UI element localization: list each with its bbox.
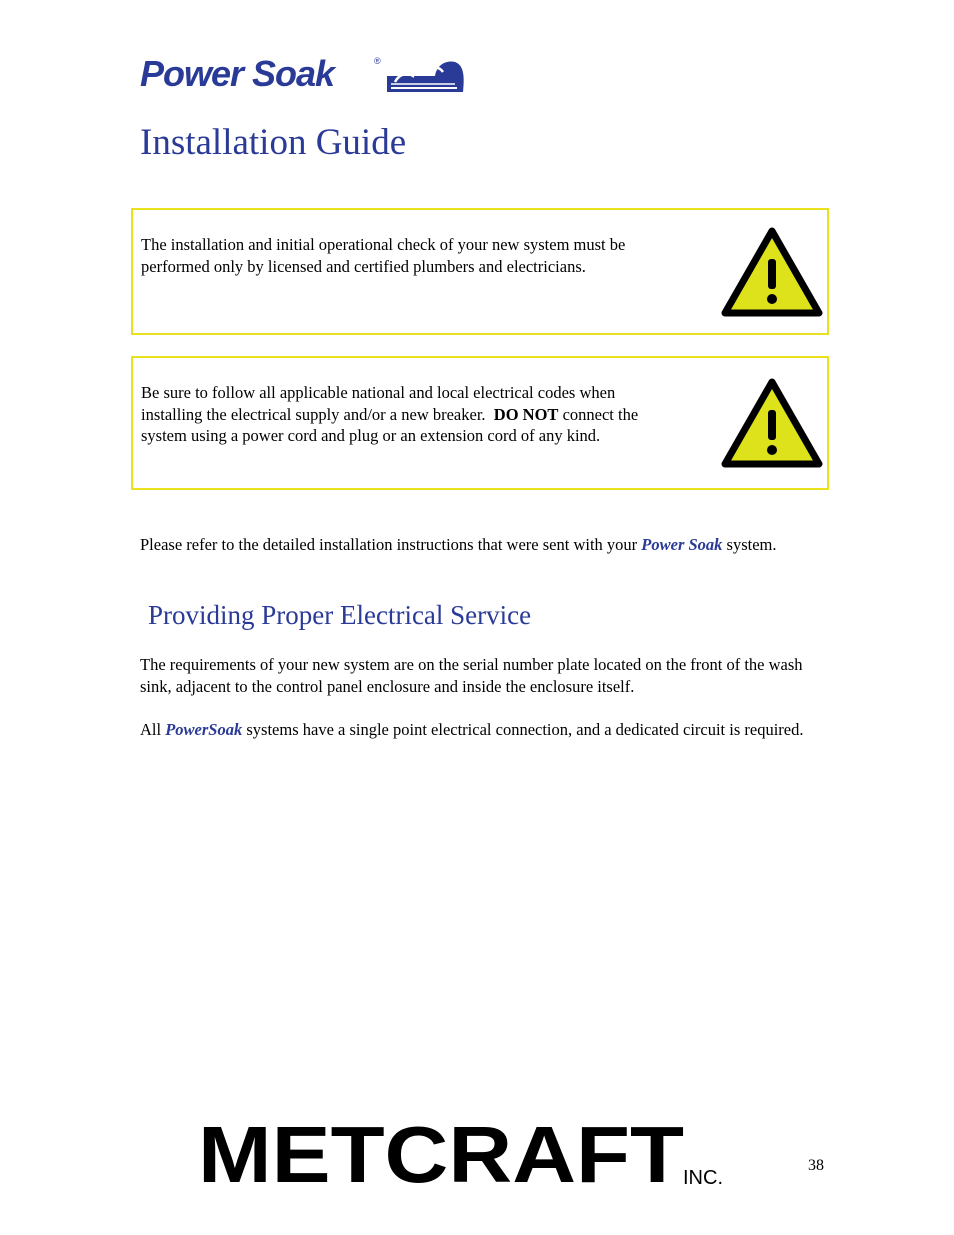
page-number: 38	[808, 1157, 824, 1174]
warning-text: The installation and initial operational check of your new system must be performed only by licensed and certified plumbers and electricians.	[141, 235, 626, 276]
company-suffix: INC.	[683, 1167, 723, 1189]
wave-logo-icon	[385, 58, 465, 94]
brand-name: Power Soak	[641, 535, 723, 554]
section-paragraph-2	[140, 719, 830, 741]
brand-name: PowerSoak	[165, 720, 243, 739]
warning-text-after: connect the system using a power cord and plug or an extension cord of any kind.	[141, 404, 639, 446]
para-text-end: systems have a single point electrical connection, and a dedicated circuit is required.	[246, 720, 804, 739]
warning-text-before: Be sure to follow all applicable national and local electrical codes when installing the electrical supply and/or a new breaker.	[141, 383, 616, 424]
page-title: Installation Guide	[140, 122, 407, 163]
warning-triangle-icon	[721, 227, 823, 317]
registered-mark: ®	[374, 56, 381, 66]
intro-text-end: system.	[726, 535, 777, 554]
para-text: All	[140, 720, 162, 739]
warning-box-1	[131, 208, 829, 335]
metcraft-logo	[198, 1120, 688, 1186]
intro-text: Please refer to the detailed installation instructions that were sent with your	[140, 535, 638, 554]
logo-text: Power Soak	[140, 53, 335, 94]
intro-paragraph	[140, 534, 830, 556]
warning-text	[141, 382, 671, 447]
section-heading: Providing Proper Electrical Service	[148, 600, 532, 630]
warning-box-2	[131, 356, 829, 490]
warning-emphasis: DO NOT	[493, 404, 559, 424]
company-name: METCRAFT	[198, 1120, 685, 1186]
warning-triangle-icon	[721, 378, 823, 468]
section-paragraph-1: The requirements of your new system are on the serial number plate located on the front of the wash sink, adjacent to the control panel enclosure and inside the enclosure itself.	[140, 655, 803, 696]
